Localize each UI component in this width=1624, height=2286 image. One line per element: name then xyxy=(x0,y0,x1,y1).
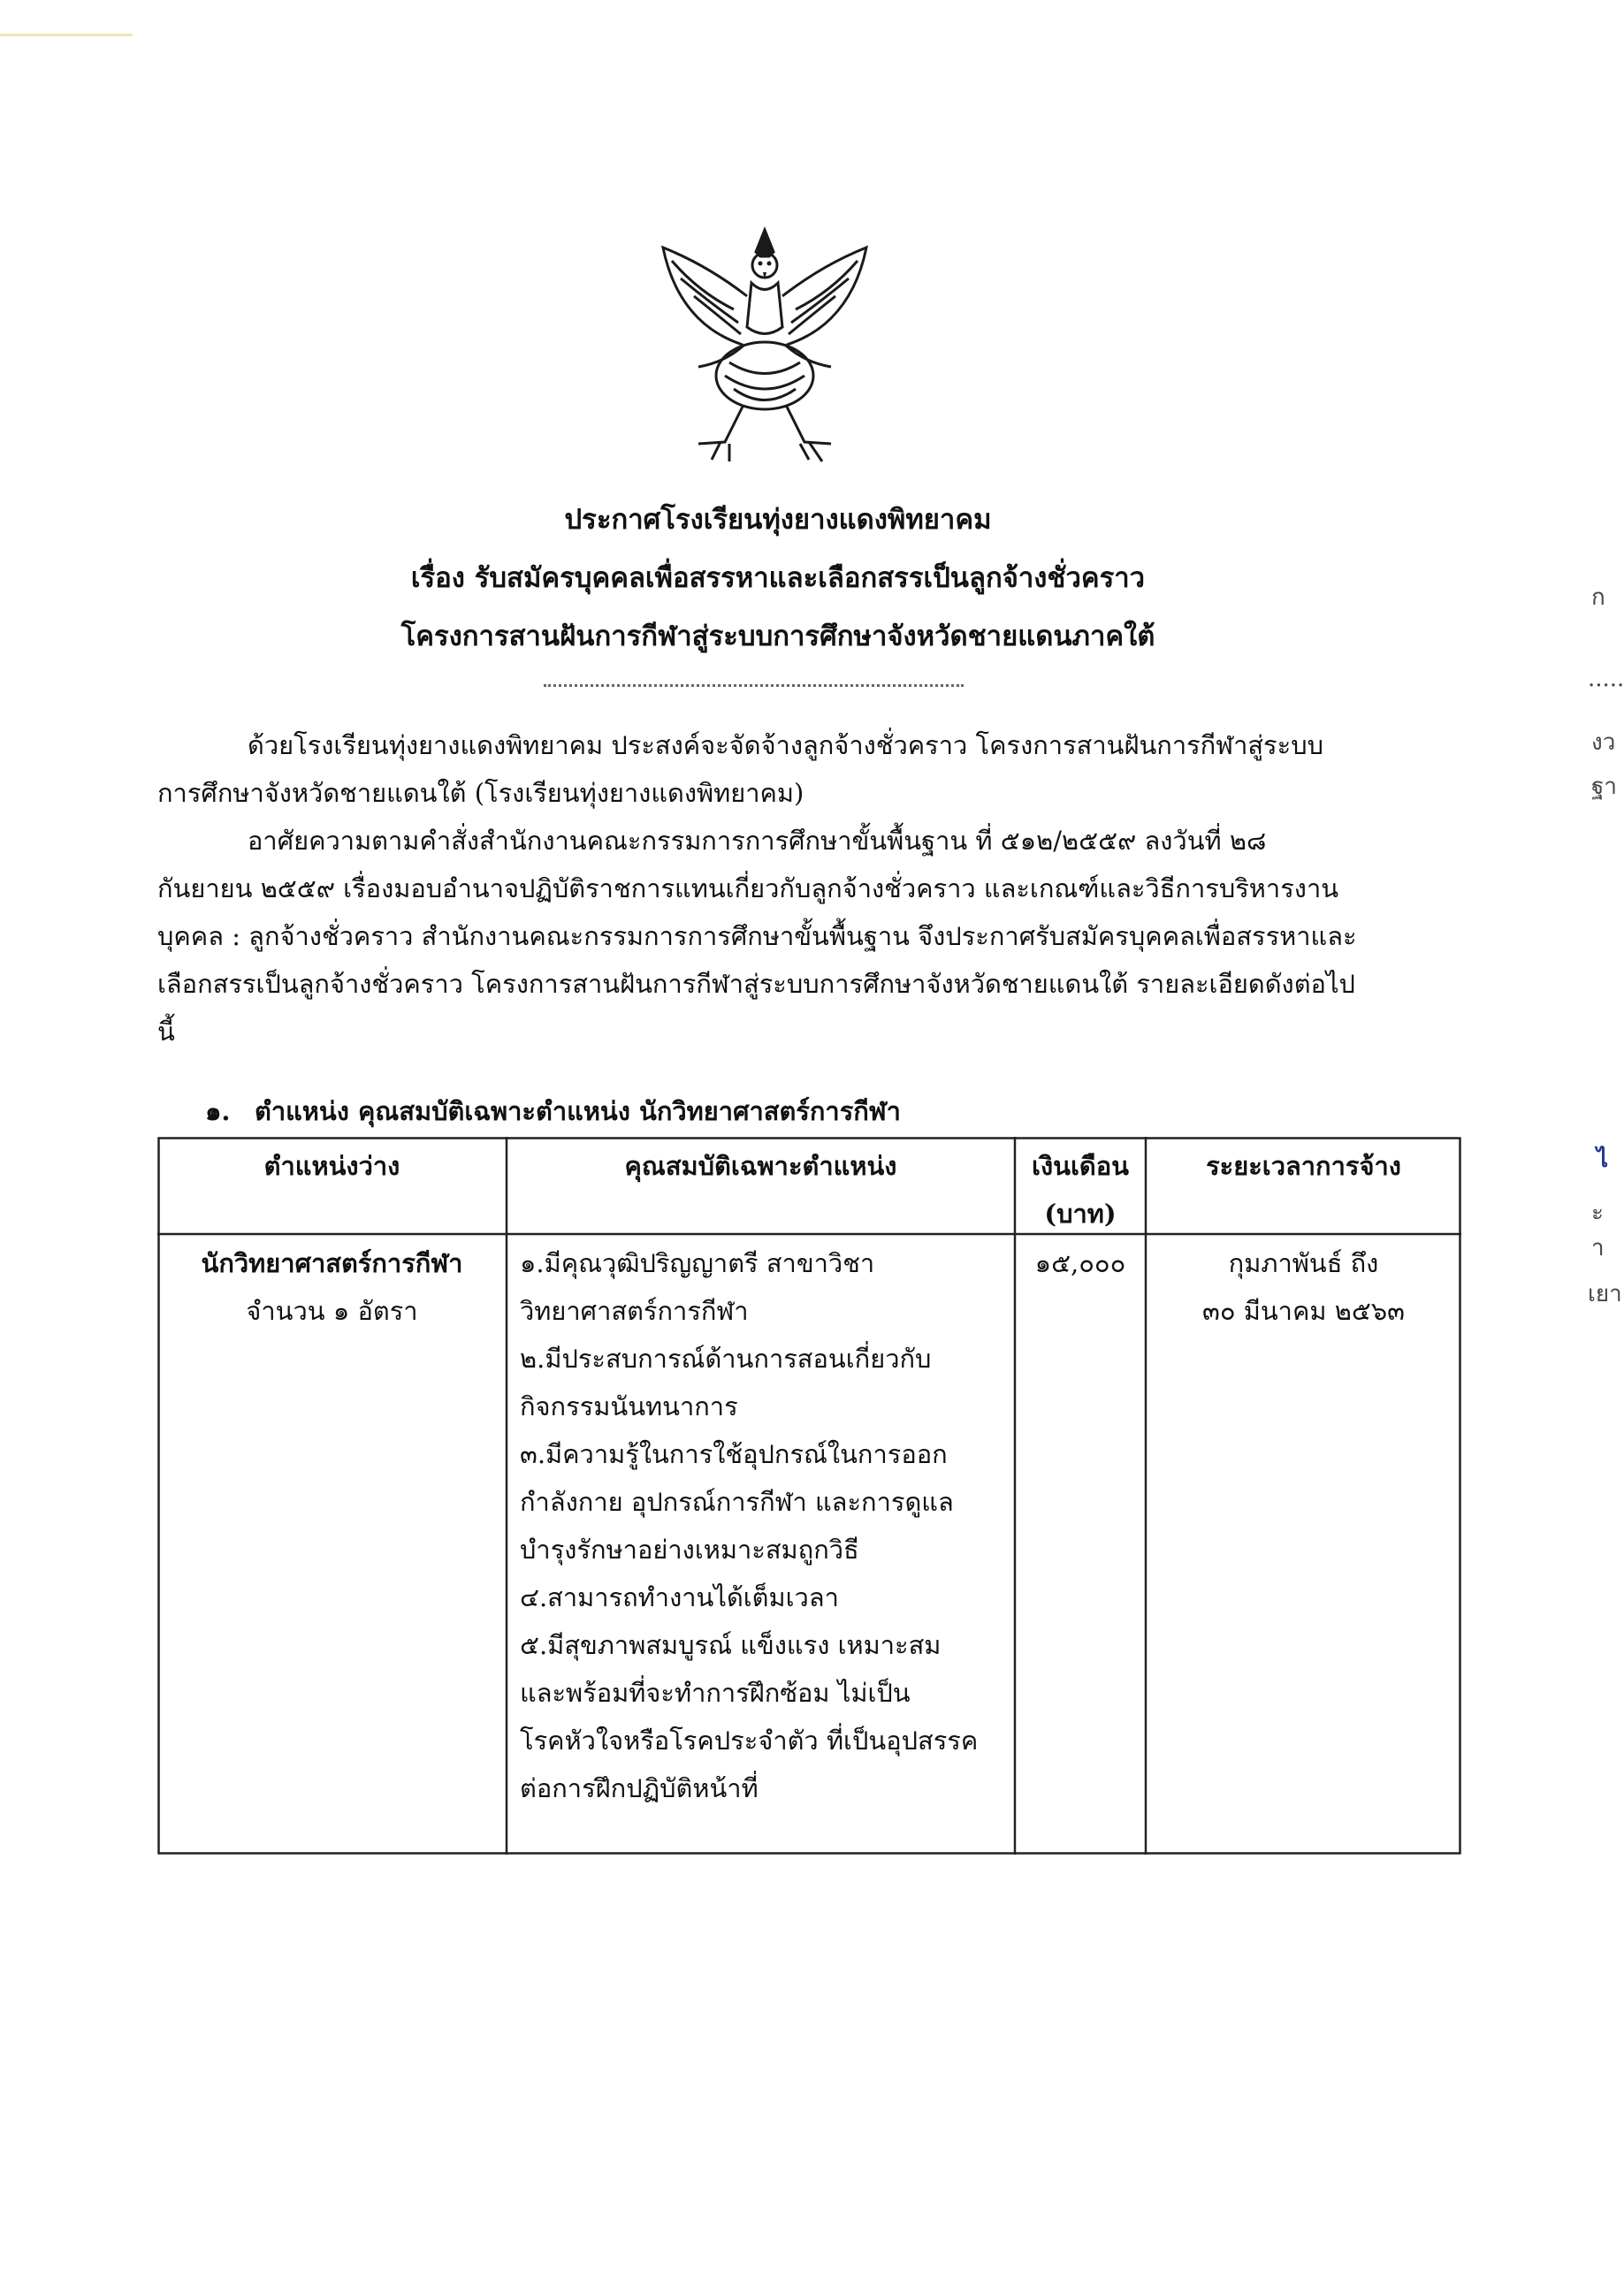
qualification-line: ๑.มีคุณวุฒิปริญญาตรี สาขาวิชา xyxy=(520,1248,875,1278)
qualification-line: และพร้อมที่จะทำการฝึกซ้อม ไม่เป็น xyxy=(520,1678,911,1708)
th-salary xyxy=(1015,1142,1146,1238)
qualification-line: ๓.มีความรู้ในการใช้อุปกรณ์ในการออก xyxy=(520,1439,948,1469)
margin-fragment: ฐา xyxy=(1591,773,1617,800)
qualification-line: ต่อการฝึกปฏิบัติหน้าที่ xyxy=(520,1773,759,1803)
announcement-title: ประกาศโรงเรียนทุ่งยางแดงพิทยาคม xyxy=(564,504,992,536)
td-position xyxy=(157,1239,507,1335)
td-salary: ๑๕,๐๐๐ xyxy=(1034,1248,1126,1278)
position-name: นักวิทยาศาสตร์การกีฬา xyxy=(201,1248,463,1278)
qualification-line: โรคหัวใจหรือโรคประจำตัว ที่เป็นอุปสรรค xyxy=(520,1726,979,1756)
position-count: จำนวน ๑ อัตรา xyxy=(246,1296,418,1326)
scan-mark xyxy=(0,34,133,36)
td-period xyxy=(1146,1239,1461,1335)
margin-fragment: เยา xyxy=(1588,1281,1622,1307)
th-salary-line-1: เงินเดือน xyxy=(1032,1151,1129,1181)
section-number: ๑. xyxy=(205,1096,231,1126)
period-line-1: กุมภาพันธ์ ถึง xyxy=(1228,1248,1379,1278)
qualification-line: บำรุงรักษาอย่างเหมาะสมถูกวิธี xyxy=(520,1535,859,1565)
announcement-project: โครงการสานฝันการกีฬาสู่ระบบการศึกษาจังหวัดชายแดนภาคใต้ xyxy=(400,621,1155,652)
td-qualifications xyxy=(520,1239,1015,1812)
qualification-line: กิจกรรมนันทนาการ xyxy=(520,1391,738,1421)
section-title: ตำแหน่ง คุณสมบัติเฉพาะตำแหน่ง นักวิทยาศาสตร์การกีฬา xyxy=(255,1096,901,1126)
th-salary-line-2: (บาท) xyxy=(1044,1199,1117,1229)
announcement-subject: เรื่อง รับสมัครบุคคลเพื่อสรรหาและเลือกสรรเป็นลูกจ้างชั่วคราว xyxy=(410,562,1146,594)
margin-fragment: ไ xyxy=(1597,1147,1609,1173)
qualification-line: ๒.มีประสบการณ์ด้านการสอนเกี่ยวกับ xyxy=(520,1344,932,1374)
dotted-divider xyxy=(544,684,964,687)
qualification-line: ๔.สามารถทำงานได้เต็มเวลา xyxy=(520,1582,839,1612)
margin-fragment: งว xyxy=(1591,729,1616,756)
th-position: ตำแหน่งว่าง xyxy=(263,1151,400,1181)
margin-fragment: ..... xyxy=(1588,666,1624,692)
body-paragraph-2: อาศัยความตามคำสั่งสำนักงานคณะกรรมการการศึกษาขั้นพื้นฐาน ที่ ๕๑๒/๒๕๕๙ ลงวันที่ ๒๘ กันยายน ๒๕๕๙ เรื่องมอบอำนาจปฏิบัติราชการแทนเกี่ยวกับลูกจ้างชั่วคราว และเกณฑ์และวิธีการบริหารงานบุคคล : ลูกจ้างชั่วคราว สำนักงานคณะกรรมการการศึกษาขั้นพื้นฐาน จึงประกาศรับสมัครบุคคลเพื่อสรรหาและเลือกสรรเป็นลูกจ้างชั่วคราว โครงการสานฝันการกีฬาสู่ระบบการศึกษาจังหวัดชายแดนใต้ รายละเอียดดังต่อไปนี้ xyxy=(157,826,1357,1047)
margin-fragment: ก xyxy=(1591,584,1605,611)
th-period: ระยะเวลาการจ้าง xyxy=(1206,1151,1401,1181)
qualification-line: กำลังกาย อุปกรณ์การกีฬา และการดูแล xyxy=(520,1487,954,1517)
qualification-line: วิทยาศาสตร์การกีฬา xyxy=(520,1296,749,1326)
body-paragraph-1: ด้วยโรงเรียนทุ่งยางแดงพิทยาคม ประสงค์จะจัดจ้างลูกจ้างชั่วคราว โครงการสานฝันการกีฬาสู่ระบบการศึกษาจังหวัดชายแดนใต้ (โรงเรียนทุ่งยางแดงพิทยาคม) xyxy=(157,730,1324,808)
margin-fragment: ะ า xyxy=(1591,1200,1605,1261)
garuda-emblem-icon xyxy=(645,212,884,469)
th-qualifications: คุณสมบัติเฉพาะตำแหน่ง xyxy=(624,1151,897,1181)
section-1-heading xyxy=(205,1087,901,1135)
qualification-line: ๕.มีสุขภาพสมบูรณ์ แข็งแรง เหมาะสม xyxy=(520,1630,942,1660)
period-line-2: ๓๐ มีนาคม ๒๕๖๓ xyxy=(1202,1296,1405,1326)
